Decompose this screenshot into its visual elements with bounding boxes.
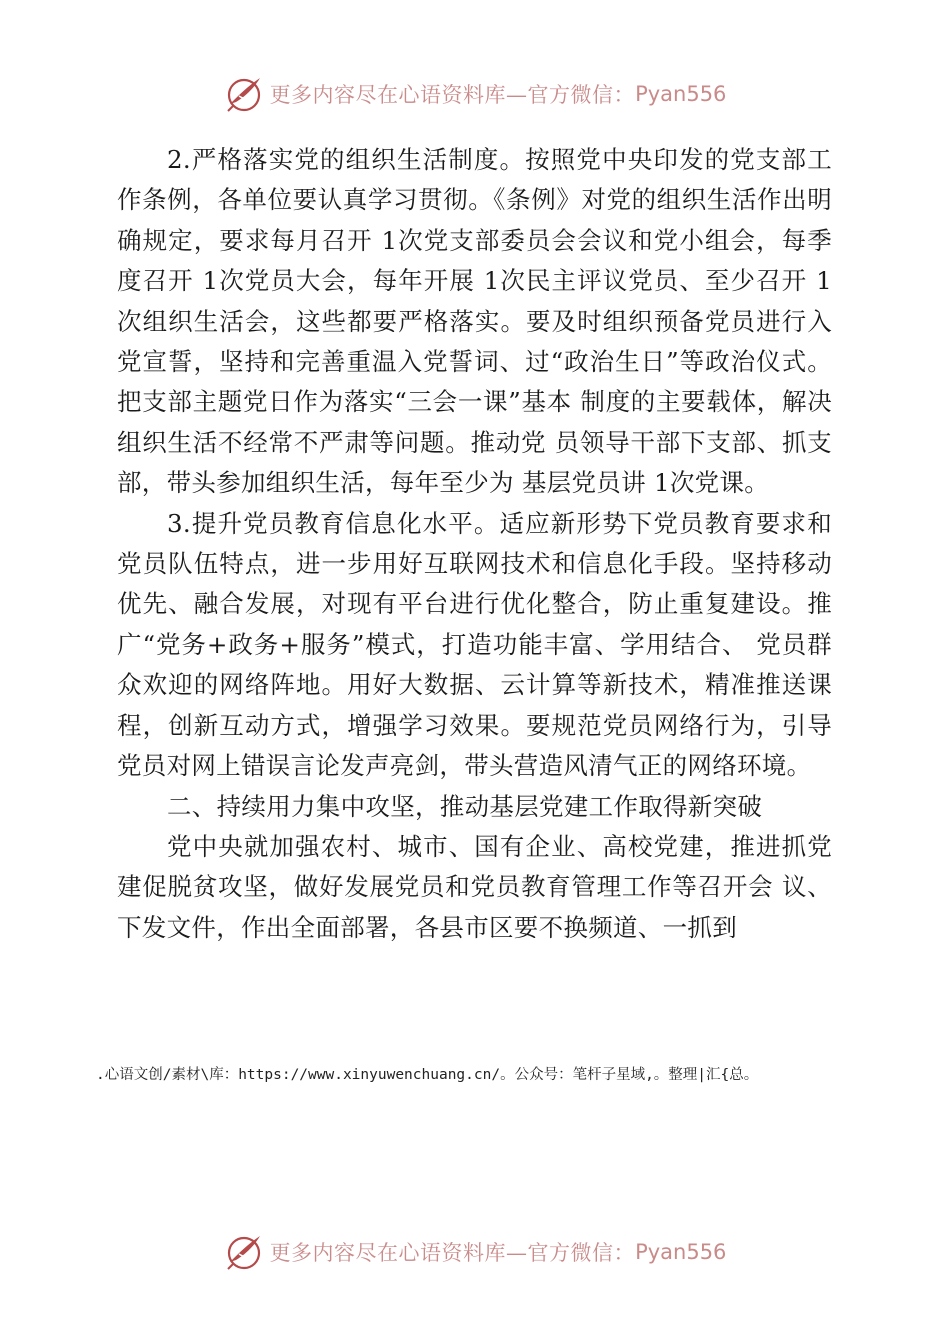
source-footnote: .心语文创/素材\库：https://www.xinyuwenchuang.cn/。公众号：笔杆子星域,。整理|汇{总。 [96,1067,759,1083]
watermark-text: 更多内容尽在心语资料库—官方微信： [269,83,636,107]
paragraph-organizational-life: 2.严格落实党的组织生活制度。按照党中央印发的党支部工作条例，各单位要认真学习贯彻。《条例》对党的组织生活作出明确规定，要求每月召开 1次党支部委员会会议和党小组会，每季度召开 1次党员大会，每年开展 1次民主评议党员、至少召开 1次组织生活会，这些都要严格落实。要及时组织预备党员进行入党宣誓，坚持和完善重温入党誓词、过“政治生日”等政治仪式。把支部主题党日作为落实“三会一课”基本 制度的主要载体，解决组织生活不经常不严肃等问题。推动党 员领导干部下支部、抓支部，带头参加组织生活，每年至少为 基层党员讲 1次党课。 [117,145,832,498]
watermark-text: 更多内容尽在心语资料库—官方微信： [269,1241,636,1265]
paragraph-education-informatization: 3.提升党员教育信息化水平。适应新形势下党员教育要求和党员队伍特点，进一步用好互联网技术和信息化手段。坚持移动优先、融合发展，对现有平台进行优化整合，防止重复建设。推广“党务+政务+服务”模式，打造功能丰富、学用结合、 党员群众欢迎的网络阵地。用好大数据、云计算等新技术，精准推送课程，创新互动方式，增强学习效果。要规范党员网络行为，引导党员对网上错误言论发声亮剑，带头营造风清气正的网络环境。 [117,508,832,781]
quill-circle-logo-icon [224,74,264,114]
section-heading: 二、持续用力集中攻坚，推动基层党建工作取得新突破 [167,791,763,821]
top-watermark [0,72,950,116]
watermark-handle: Pyan556 [635,1240,727,1264]
document-body [117,140,832,948]
quill-circle-logo-icon [224,1232,264,1272]
bottom-watermark [0,1230,950,1274]
watermark-handle: Pyan556 [635,82,727,106]
paragraph-central-committee: 党中央就加强农村、城市、国有企业、高校党建，推进抓党建促脱贫攻坚，做好发展党员和党员教育管理工作等召开会 议、下发文件，作出全面部署，各县市区要不换频道、一抓到 [117,831,832,942]
